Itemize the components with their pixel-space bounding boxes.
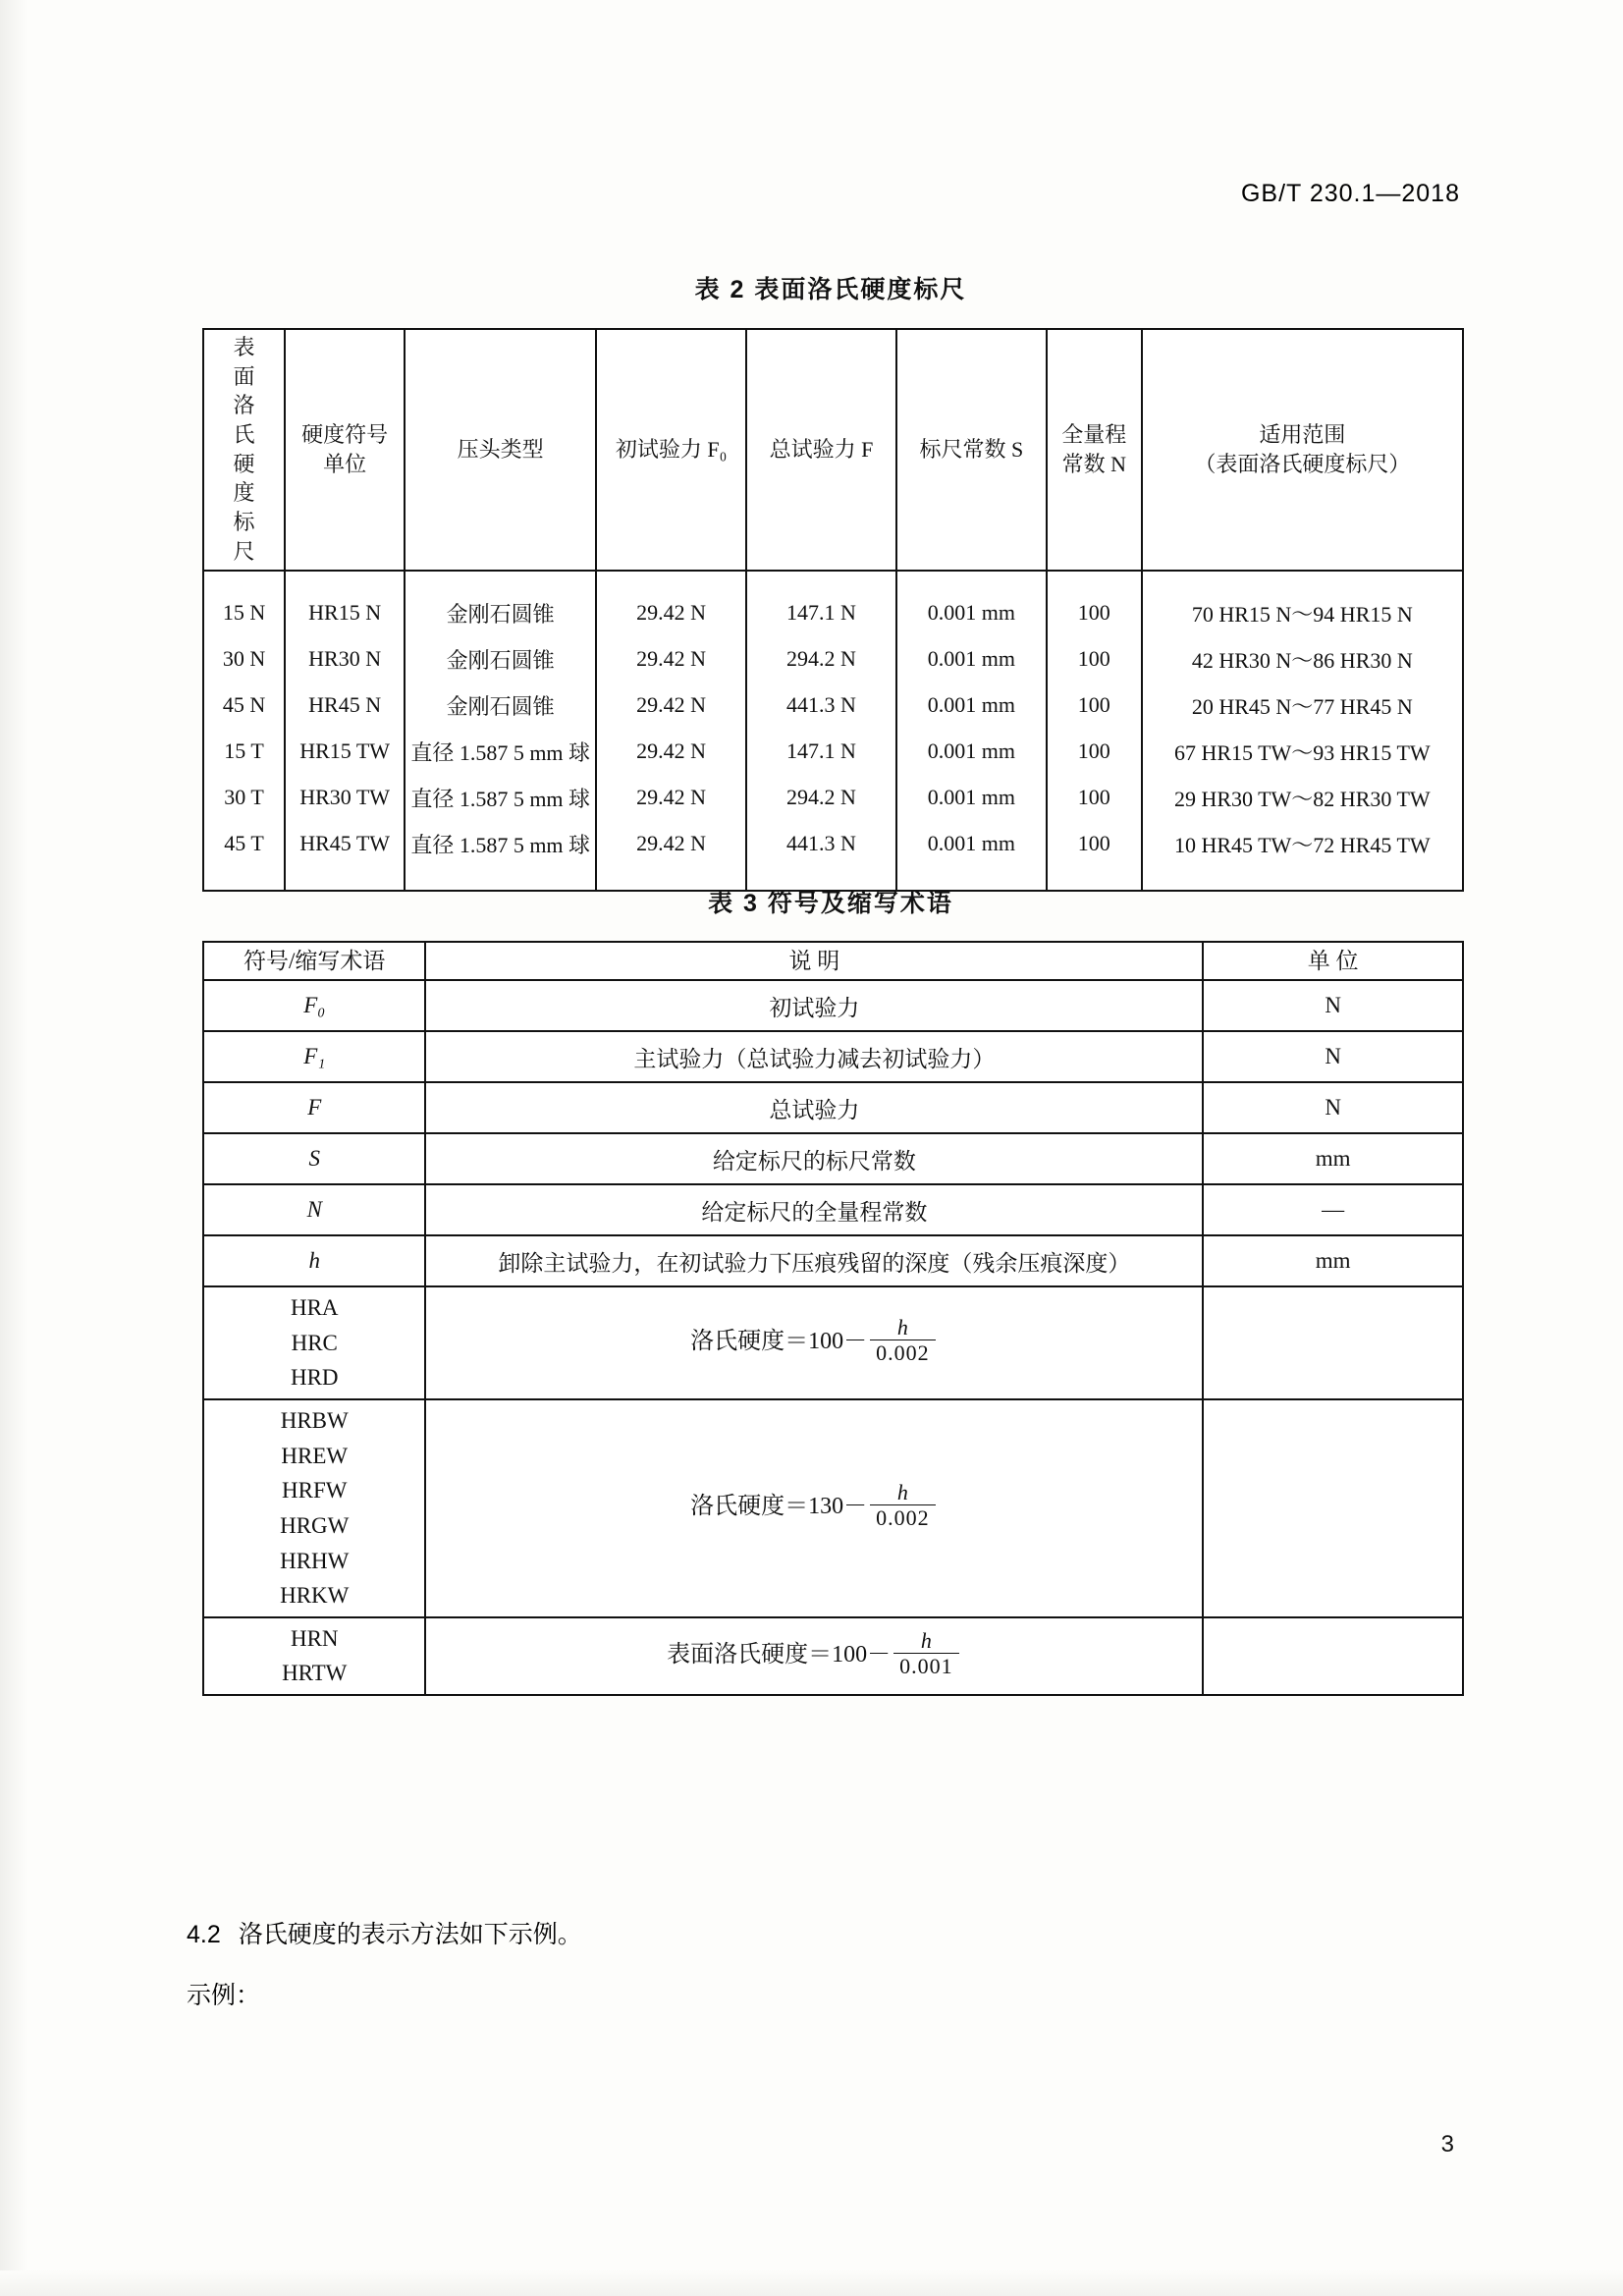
fraction-denominator: 0.002 (870, 1504, 936, 1531)
fraction (893, 1629, 959, 1680)
hdr-char: 硬 (233, 451, 255, 476)
cell-formula (425, 1399, 1203, 1617)
cell-constant-s: 0.001 mm (896, 636, 1047, 683)
symbol-line: HRBW (280, 1407, 349, 1433)
cell-unit: — (1203, 1184, 1463, 1235)
cell-unit (1203, 1617, 1463, 1695)
cell-symbol: F₁ (203, 1031, 425, 1082)
table2-head (203, 329, 1463, 571)
table-row (203, 980, 1463, 1031)
table3-col-description-header: 说 明 (425, 942, 1203, 980)
cell-unit (1203, 1286, 1463, 1399)
table3-body (203, 980, 1463, 1695)
symbols-abbreviations-table (202, 941, 1464, 1696)
hdr-line: 适用范围 (1259, 422, 1346, 448)
cell-scale: 15 T (203, 729, 285, 775)
cell-scale: 30 N (203, 636, 285, 683)
cell-indenter: 金刚石圆锥 (405, 683, 596, 729)
cell-indenter: 金刚石圆锥 (405, 636, 596, 683)
cell-scale: 30 T (203, 775, 285, 821)
symbol-line: HRA (290, 1295, 339, 1321)
cell-preload: 29.42 N (596, 729, 746, 775)
table2-col-constant-n-header (1047, 329, 1142, 571)
formula-hrn-hrtw (667, 1627, 962, 1678)
table3-wrapper (202, 941, 1464, 1696)
table-row (203, 1082, 1463, 1133)
hdr-char: 尺 (233, 538, 255, 564)
table2-col-symbol-header (285, 329, 405, 571)
cell-preload: 29.42 N (596, 636, 746, 683)
hdr-char: 度 (233, 480, 255, 506)
cell-preload: 29.42 N (596, 821, 746, 891)
cell-constant-n: 100 (1047, 729, 1142, 775)
table2-col-indenter-header: 压头类型 (405, 329, 596, 571)
table-row (203, 1286, 1463, 1399)
symbol-line: HRD (290, 1365, 339, 1391)
fraction-numerator: h (896, 1314, 908, 1339)
cell-symbol-group (203, 1286, 425, 1399)
cell-indenter: 直径 1.587 5 mm 球 (405, 775, 596, 821)
symbol-line: HRN (290, 1625, 339, 1651)
hdr-line: 硬度符号 (301, 422, 389, 448)
fraction-denominator: 0.001 (893, 1653, 959, 1679)
cell-preload: 29.42 N (596, 683, 746, 729)
table3-col-unit-header: 单 位 (1203, 942, 1463, 980)
hdr-char: 标 (233, 510, 255, 535)
cell-range: 10 HR45 TW～72 HR45 TW (1142, 821, 1463, 891)
clause-number: 4.2 (187, 1921, 221, 1948)
cell-total: 147.1 N (746, 571, 896, 636)
table-row (203, 571, 1463, 636)
cell-description: 给定标尺的全量程常数 (425, 1184, 1203, 1235)
cell-constant-n: 100 (1047, 636, 1142, 683)
fraction-numerator: h (920, 1627, 932, 1653)
cell-indenter: 金刚石圆锥 (405, 571, 596, 636)
cell-symbol: F (203, 1082, 425, 1133)
fraction (870, 1481, 936, 1532)
table2-col-scale-header (203, 329, 285, 571)
cell-symbol-group (203, 1617, 425, 1695)
cell-constant-s: 0.001 mm (896, 571, 1047, 636)
cell-formula (425, 1617, 1203, 1695)
cell-symbol: HR30 TW (285, 775, 405, 821)
cell-scale: 15 N (203, 571, 285, 636)
cell-constant-s: 0.001 mm (896, 775, 1047, 821)
cell-total: 147.1 N (746, 729, 896, 775)
cell-symbol: S (203, 1133, 425, 1184)
cell-range: 42 HR30 N～86 HR30 N (1142, 636, 1463, 683)
table-row (203, 636, 1463, 683)
page-number: 3 (1440, 2131, 1454, 2158)
hdr-char: 表 (233, 335, 255, 359)
symbol-line: HRGW (280, 1512, 350, 1538)
standard-code-header: GB/T 230.1—2018 (1240, 180, 1460, 207)
table2-col-total-header: 总试验力 F (746, 329, 896, 571)
table-row (203, 821, 1463, 891)
scan-edge-left (0, 0, 27, 2296)
cell-preload: 29.42 N (596, 571, 746, 636)
table-row (203, 1399, 1463, 1617)
fraction-denominator: 0.002 (870, 1339, 936, 1366)
formula-lhs: 表面洛氏硬度＝100－ (667, 1641, 892, 1667)
hdr-char: 洛 (233, 393, 255, 418)
cell-unit: mm (1203, 1133, 1463, 1184)
table-row (203, 1184, 1463, 1235)
cell-constant-s: 0.001 mm (896, 729, 1047, 775)
cell-total: 441.3 N (746, 683, 896, 729)
hdr-char: 面 (233, 363, 255, 389)
clause-text: 洛氏硬度的表示方法如下示例。 (238, 1921, 582, 1948)
hdr-line: 常数 N (1061, 451, 1126, 476)
cell-constant-n: 100 (1047, 821, 1142, 891)
cell-range: 29 HR30 TW～82 HR30 TW (1142, 775, 1463, 821)
table-row (203, 729, 1463, 775)
hdr-line: （表面洛氏硬度标尺） (1194, 451, 1411, 476)
table2-col-constant-s-header: 标尺常数 S (896, 329, 1047, 571)
cell-constant-n: 100 (1047, 571, 1142, 636)
cell-scale: 45 T (203, 821, 285, 891)
table2-col-preload-header: 初试验力 F₀ (596, 329, 746, 571)
cell-symbol: HR45 TW (285, 821, 405, 891)
table2-col-range-header (1142, 329, 1463, 571)
hdr-char: 氏 (233, 422, 255, 448)
cell-symbol: N (203, 1184, 425, 1235)
cell-constant-s: 0.001 mm (896, 821, 1047, 891)
table2-caption: 表 2 表面洛氏硬度标尺 (694, 276, 967, 303)
scan-edge-bottom (0, 2270, 1623, 2296)
cell-symbol: HR45 N (285, 683, 405, 729)
cell-description: 给定标尺的标尺常数 (425, 1133, 1203, 1184)
cell-total: 441.3 N (746, 821, 896, 891)
fraction (870, 1316, 936, 1367)
hdr-line: 全量程 (1061, 422, 1127, 448)
cell-unit (1203, 1399, 1463, 1617)
formula-hrbw-group (690, 1480, 939, 1531)
example-label: 示例： (187, 1982, 261, 2009)
symbol-line: HRFW (282, 1478, 348, 1503)
symbol-line: HRKW (280, 1583, 350, 1609)
cell-description: 卸除主试验力，在初试验力下压痕残留的深度（残余压痕深度） (425, 1235, 1203, 1286)
cell-formula (425, 1286, 1203, 1399)
cell-unit: mm (1203, 1235, 1463, 1286)
cell-indenter: 直径 1.587 5 mm 球 (405, 821, 596, 891)
symbol-line: HRTW (282, 1661, 348, 1686)
cell-unit: N (1203, 1082, 1463, 1133)
cell-description: 总试验力 (425, 1082, 1203, 1133)
cell-symbol: HR15 TW (285, 729, 405, 775)
cell-description: 初试验力 (425, 980, 1203, 1031)
cell-symbol: F₀ (203, 980, 425, 1031)
symbol-line: HREW (281, 1443, 349, 1468)
table2-body (203, 571, 1463, 891)
symbol-line: HRC (291, 1330, 338, 1355)
table-row (203, 1617, 1463, 1695)
formula-lhs: 洛氏硬度＝130－ (690, 1494, 868, 1520)
formula-lhs: 洛氏硬度＝100－ (690, 1329, 868, 1355)
fraction-numerator: h (896, 1480, 908, 1505)
table2-header-row (203, 329, 1463, 571)
cell-range: 20 HR45 N～77 HR45 N (1142, 683, 1463, 729)
surface-rockwell-scales-table (202, 328, 1464, 892)
table3-head (203, 942, 1463, 980)
table-row (203, 775, 1463, 821)
cell-constant-n: 100 (1047, 683, 1142, 729)
cell-unit: N (1203, 1031, 1463, 1082)
table3-header-row (203, 942, 1463, 980)
cell-range: 67 HR15 TW～93 HR15 TW (1142, 729, 1463, 775)
cell-description: 主试验力（总试验力减去初试验力） (425, 1031, 1203, 1082)
table2-wrapper (202, 328, 1464, 892)
cell-unit: N (1203, 980, 1463, 1031)
cell-range: 70 HR15 N～94 HR15 N (1142, 571, 1463, 636)
table-row (203, 1031, 1463, 1082)
cell-constant-s: 0.001 mm (896, 683, 1047, 729)
cell-scale: 45 N (203, 683, 285, 729)
symbol-line: HRHW (280, 1548, 350, 1573)
cell-symbol: h (203, 1235, 425, 1286)
cell-total: 294.2 N (746, 636, 896, 683)
table-row (203, 1235, 1463, 1286)
cell-symbol: HR15 N (285, 571, 405, 636)
cell-preload: 29.42 N (596, 775, 746, 821)
table3-caption: 表 3 符号及缩写术语 (708, 890, 953, 917)
table-row (203, 683, 1463, 729)
cell-constant-n: 100 (1047, 775, 1142, 821)
table3-col-symbol-header: 符号/缩写术语 (203, 942, 425, 980)
cell-symbol-group (203, 1399, 425, 1617)
cell-symbol: HR30 N (285, 636, 405, 683)
hdr-line: 单位 (323, 451, 367, 476)
cell-indenter: 直径 1.587 5 mm 球 (405, 729, 596, 775)
cell-total: 294.2 N (746, 775, 896, 821)
formula-hra-hrc-hrd (690, 1314, 939, 1365)
table-row (203, 1133, 1463, 1184)
clause-4-2 (187, 1915, 582, 1950)
